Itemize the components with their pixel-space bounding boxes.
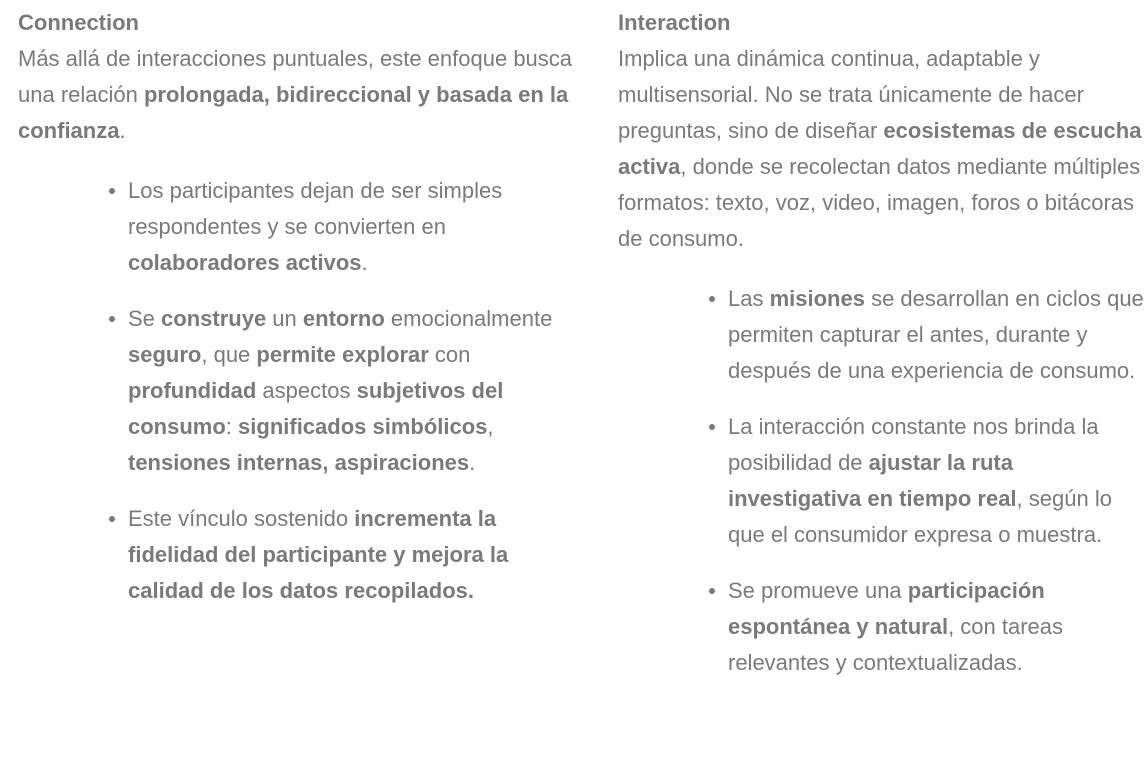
interaction-bullet-1: Las misiones se desarrollan en ciclos que permiten capturar el antes, durante y después de una experiencia de consumo. bbox=[728, 281, 1148, 389]
interaction-column bbox=[618, 5, 1148, 701]
interaction-bullet-3: Se promueve una participación espontánea y natural, con tareas relevantes y contextualizadas. bbox=[728, 573, 1148, 681]
connection-intro: Más allá de interacciones puntuales, este enfoque busca una relación prolongada, bidireccional y basada en la confianza. bbox=[18, 46, 573, 143]
connection-bullet-3: Este vínculo sostenido incrementa la fidelidad del participante y mejora la calidad de los datos recopilados. bbox=[128, 501, 568, 609]
interaction-intro: Implica una dinámica continua, adaptable y multisensorial. No se trata únicamente de hacer preguntas, sino de diseñar ecosistemas de escucha activa, donde se recolectan datos mediante múltiples formatos: texto, voz, video, imagen, foros o bitácoras de consumo. bbox=[618, 46, 1142, 251]
connection-bullet-2: Se construye un entorno emocionalmente seguro, que permite explorar con profundidad aspectos subjetivos del consumo: significados simbólicos, tensiones internas, aspiraciones. bbox=[128, 301, 568, 481]
interaction-bullet-2: La interacción constante nos brinda la posibilidad de ajustar la ruta investigativa en tiempo real, según lo que el consumidor expresa o muestra. bbox=[728, 409, 1148, 553]
connection-column bbox=[18, 5, 578, 629]
interaction-bullet-list bbox=[728, 281, 1148, 681]
connection-bullet-1: Los participantes dejan de ser simples respondentes y se convierten en colaboradores activos. bbox=[128, 173, 568, 281]
connection-heading: Connection bbox=[18, 10, 139, 35]
connection-bullet-list bbox=[128, 173, 568, 609]
interaction-heading: Interaction bbox=[618, 10, 731, 35]
